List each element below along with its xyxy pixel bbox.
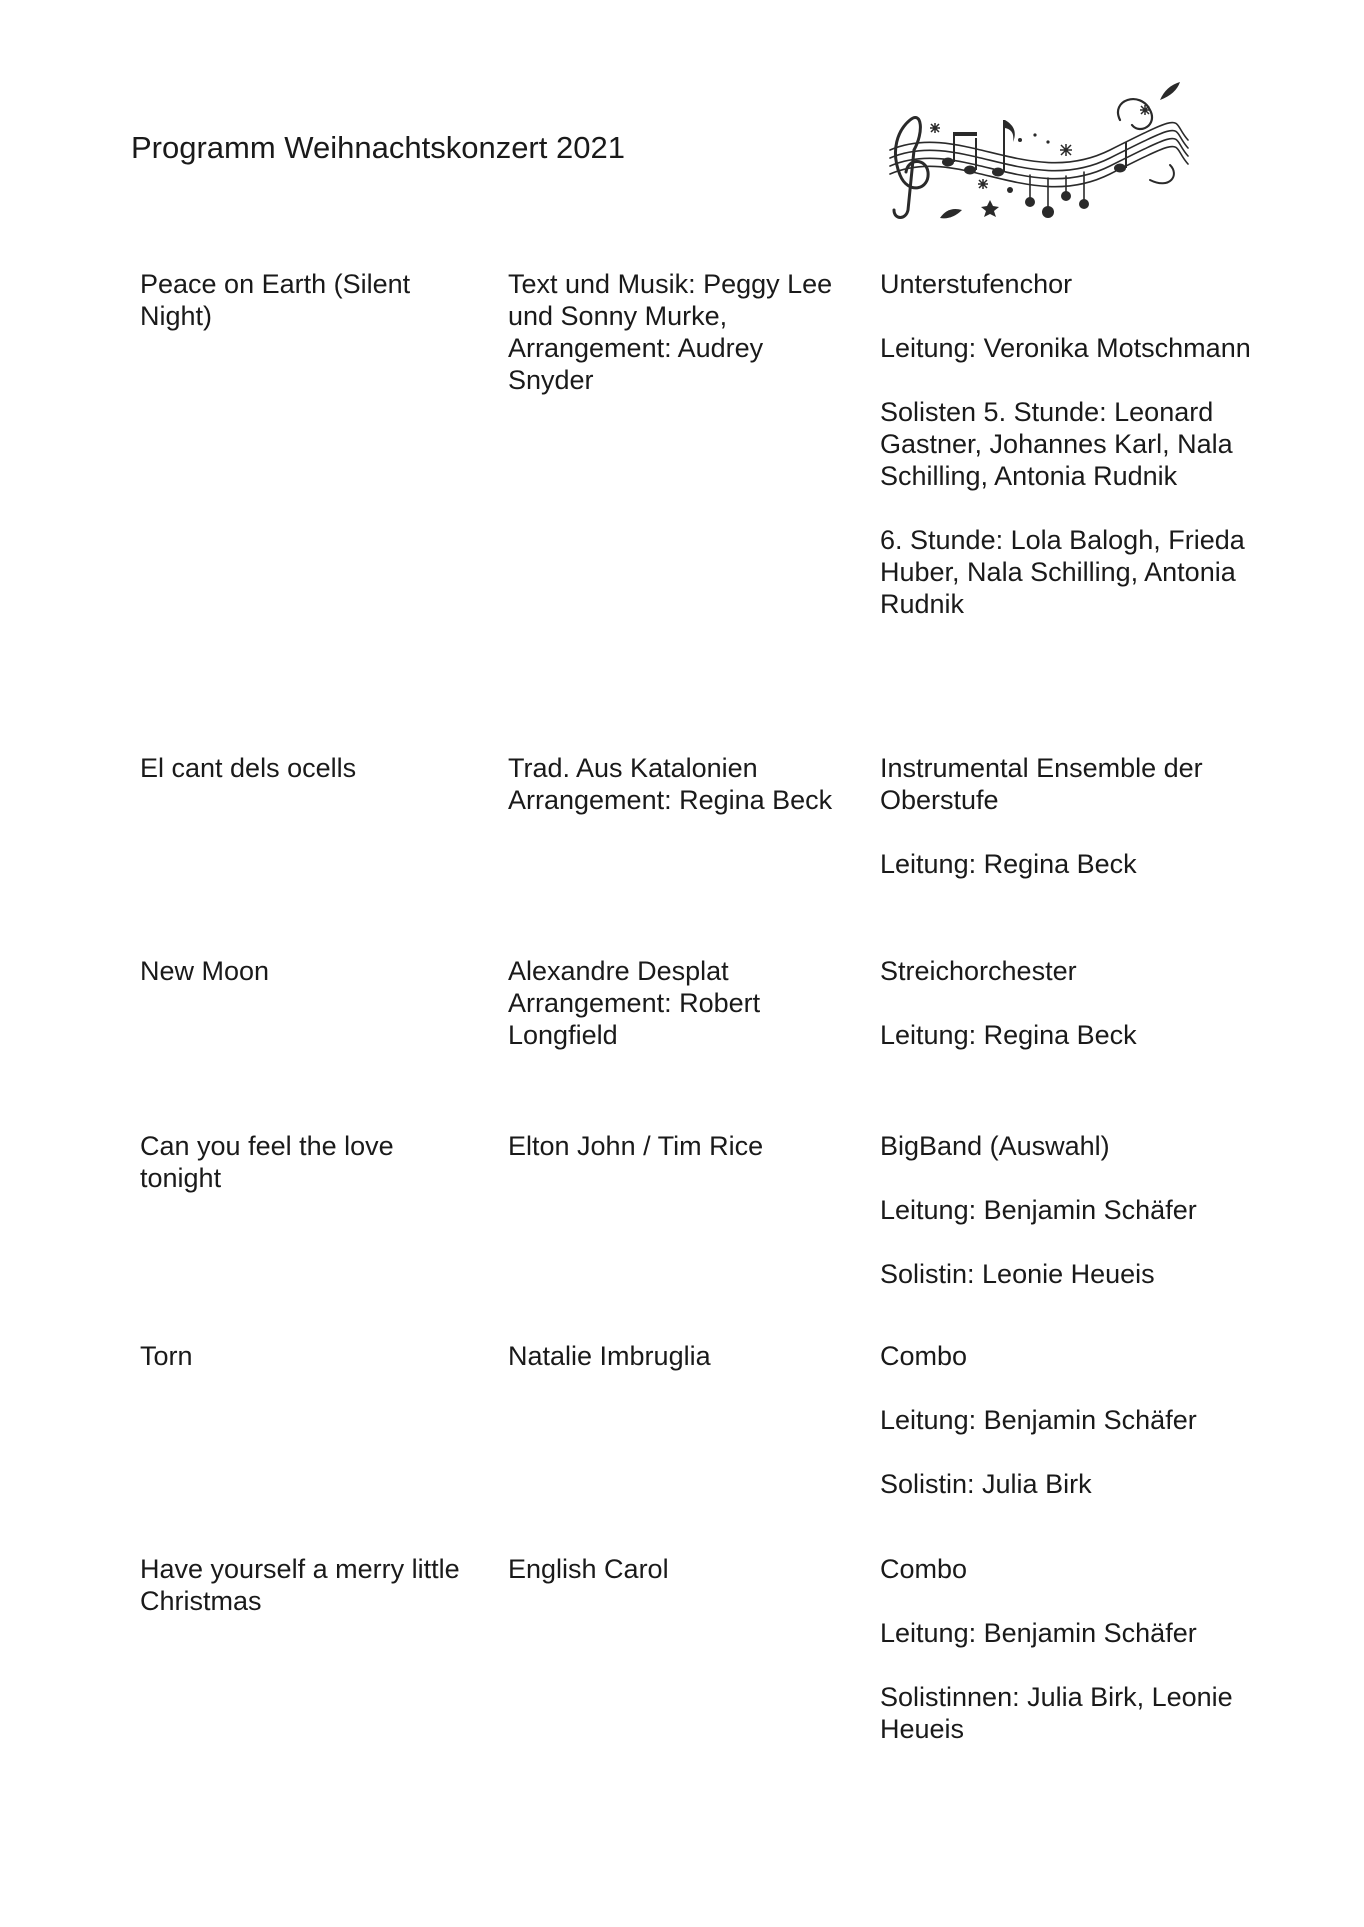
- performer-line: Instrumental Ensemble der Oberstufe: [880, 753, 1203, 815]
- performer-line: Leitung: Regina Beck: [880, 849, 1137, 879]
- performer-line: 6. Stunde: Lola Balogh, Frieda Huber, Nala Schilling, Antonia Rudnik: [880, 525, 1245, 619]
- performer-line: Solistin: Leonie Heueis: [880, 1259, 1155, 1289]
- performer-line: BigBand (Auswahl): [880, 1131, 1110, 1161]
- performer-line: Leitung: Benjamin Schäfer: [880, 1195, 1197, 1225]
- program-item-credit: Natalie Imbruglia: [508, 1341, 711, 1371]
- program-item-performers: [880, 1130, 1260, 1290]
- program-item-title: Can you feel the love tonight: [140, 1131, 394, 1193]
- program-item-credit: Trad. Aus Katalonien Arrangement: Regina Beck: [508, 753, 833, 815]
- performer-line: Combo: [880, 1341, 968, 1371]
- performer-line: Solisten 5. Stunde: Leonard Gastner, Johannes Karl, Nala Schilling, Antonia Rudnik: [880, 397, 1233, 491]
- program-item-title: New Moon: [140, 956, 270, 986]
- program-item-credit: Alexandre Desplat Arrangement: Robert Longfield: [508, 956, 761, 1050]
- performer-line: Streichorchester: [880, 956, 1077, 986]
- performer-line: Leitung: Benjamin Schäfer: [880, 1618, 1197, 1648]
- performer-line: Combo: [880, 1554, 968, 1584]
- performer-line: Leitung: Veronika Motschmann: [880, 333, 1251, 363]
- program-item-performers: [880, 268, 1260, 620]
- program-item-credit: Elton John / Tim Rice: [508, 1131, 764, 1161]
- program-item-performers: [880, 955, 1260, 1051]
- program-item-credit: Text und Musik: Peggy Lee und Sonny Murke, Arrangement: Audrey Snyder: [508, 269, 833, 395]
- program-item-title: Torn: [140, 1341, 193, 1371]
- program-item-title: El cant dels ocells: [140, 753, 357, 783]
- performer-line: Leitung: Benjamin Schäfer: [880, 1405, 1197, 1435]
- performer-line: Solistin: Julia Birk: [880, 1469, 1092, 1499]
- performer-line: Leitung: Regina Beck: [880, 1020, 1137, 1050]
- page-title: Programm Weihnachtskonzert 2021: [131, 130, 625, 165]
- performer-line: Unterstufenchor: [880, 269, 1073, 299]
- music-notes-ornament-icon: [870, 80, 1190, 230]
- program-item-performers: [880, 1553, 1260, 1745]
- program-item-title: Have yourself a merry little Christmas: [140, 1554, 460, 1616]
- program-item-credit: English Carol: [508, 1554, 669, 1584]
- program-item-performers: [880, 752, 1260, 880]
- program-item-title: Peace on Earth (Silent Night): [140, 269, 411, 331]
- performer-line: Solistinnen: Julia Birk, Leonie Heueis: [880, 1682, 1233, 1744]
- program-item-performers: [880, 1340, 1260, 1500]
